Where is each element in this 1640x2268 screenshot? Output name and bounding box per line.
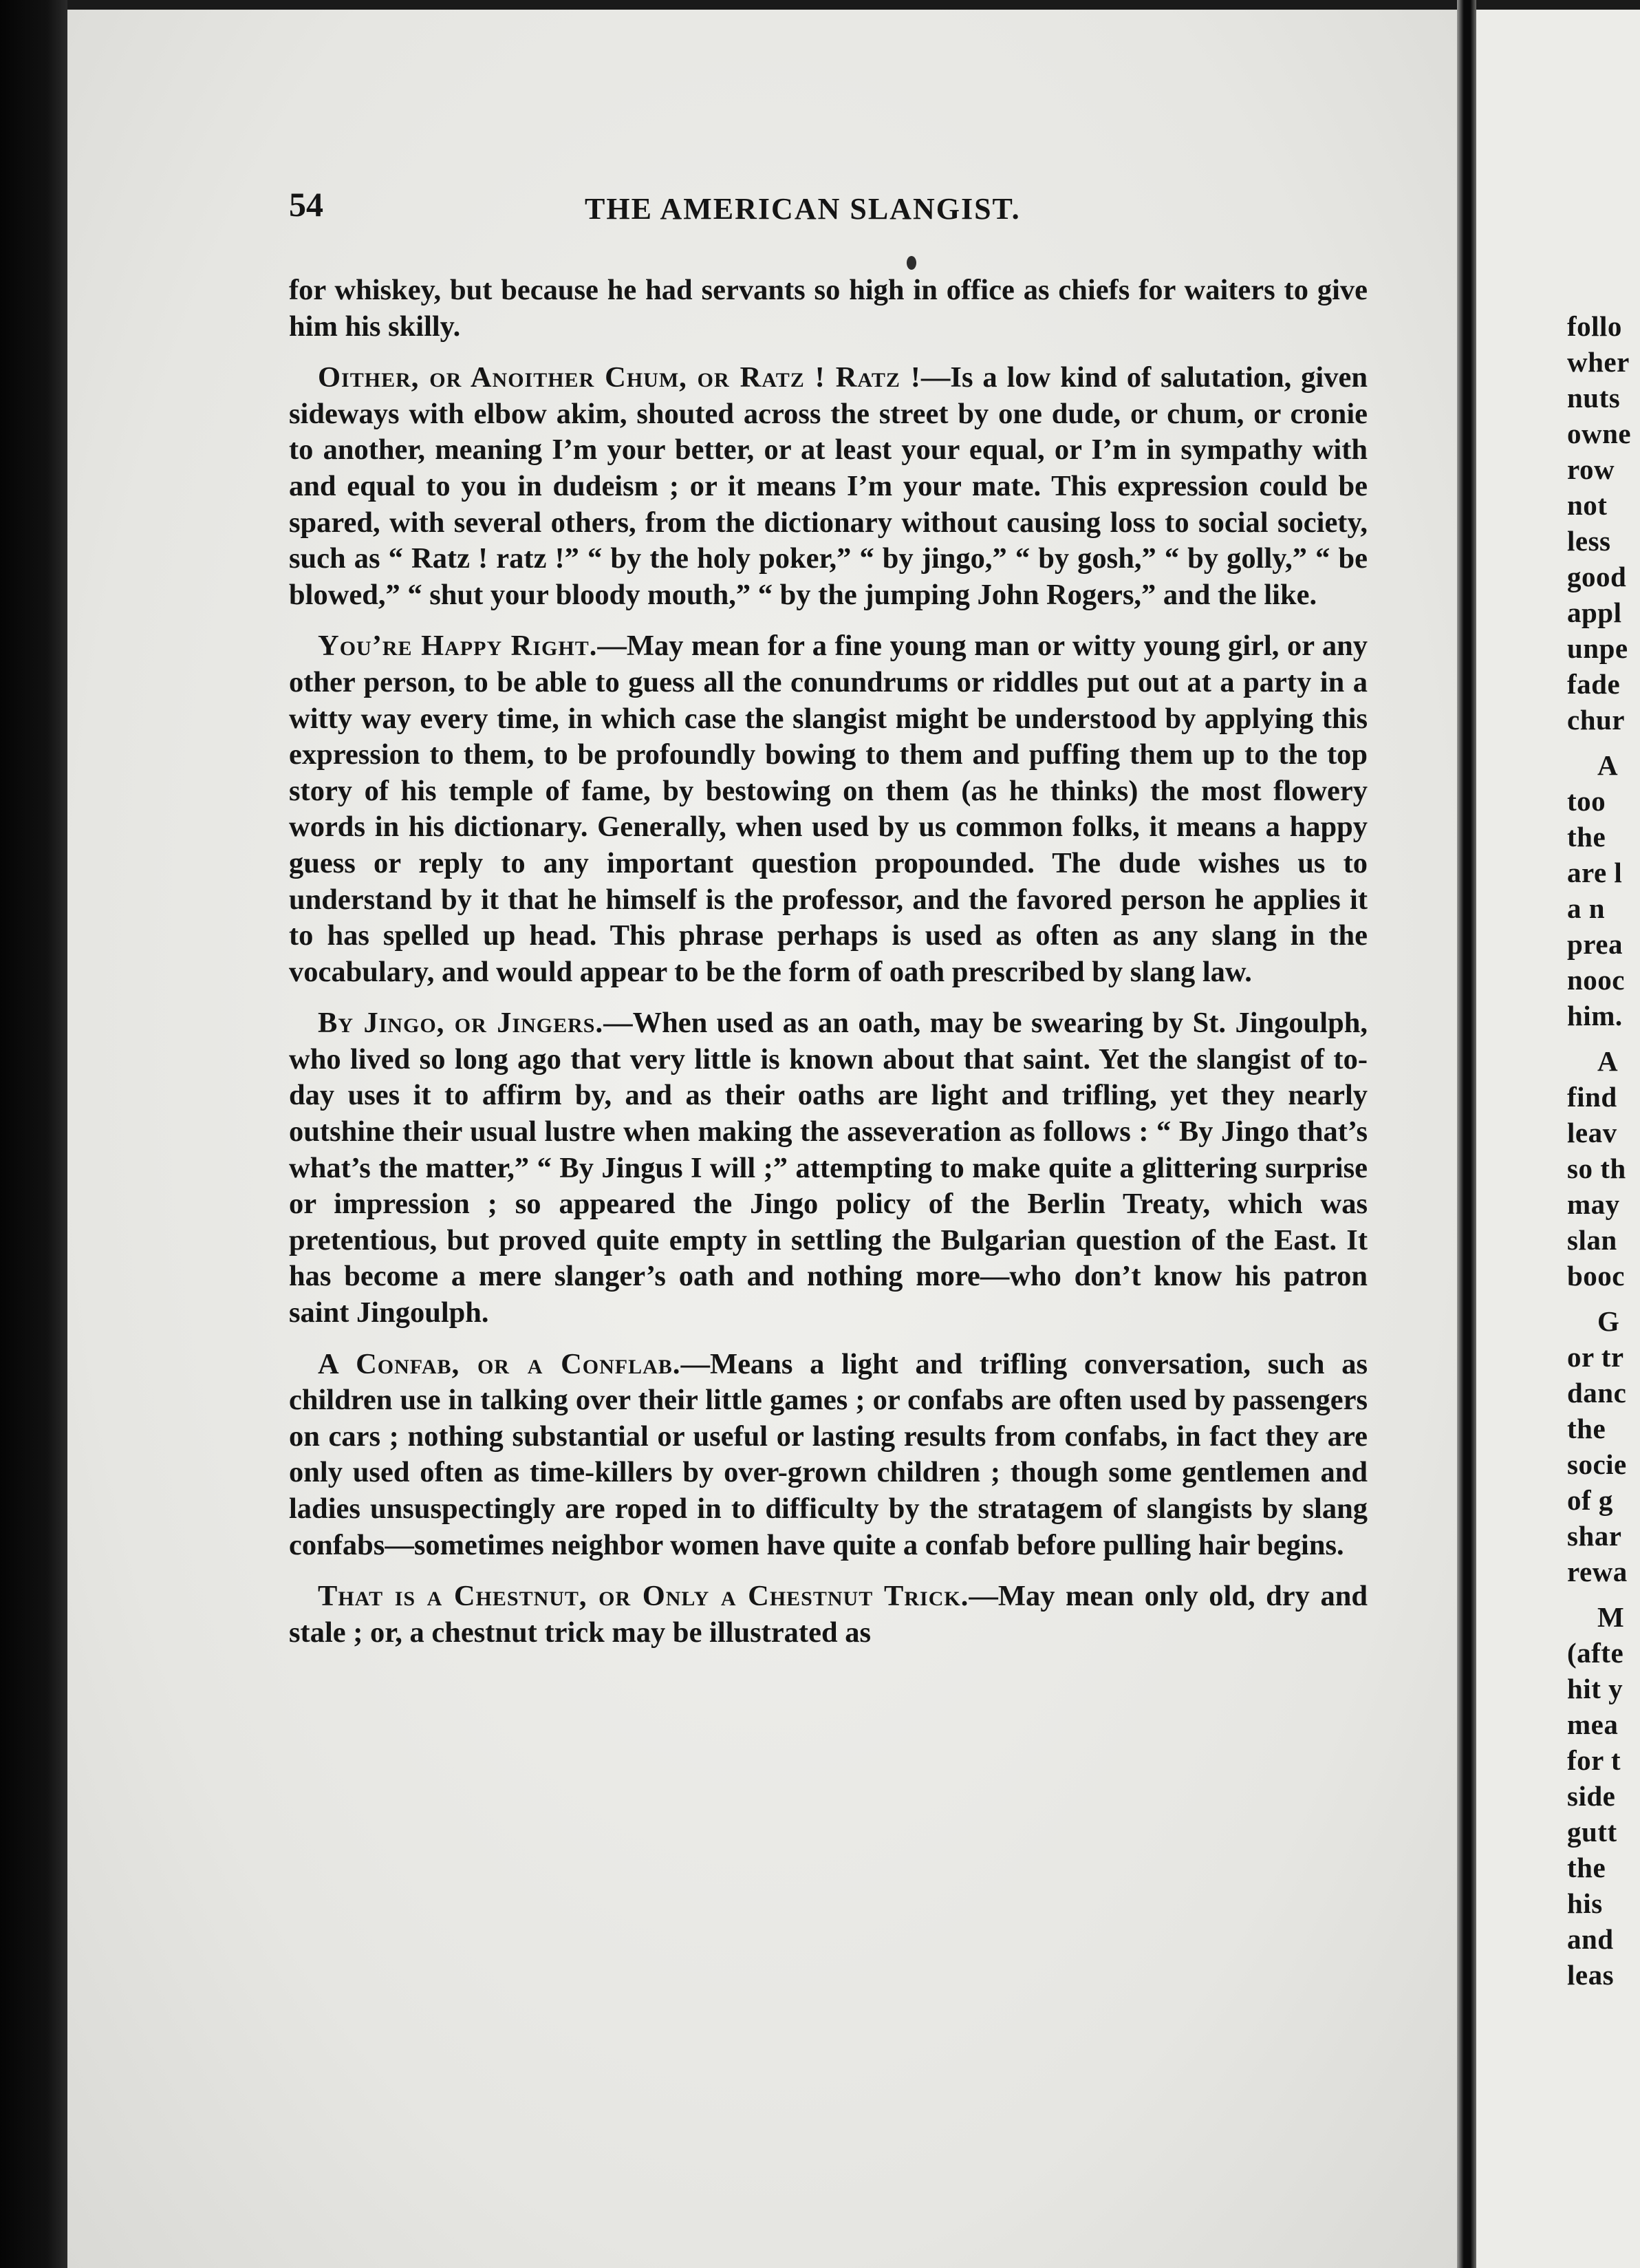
next-page-line-fragment: unpe [1567,632,1628,664]
next-page-line-fragment: for t [1567,1744,1621,1776]
next-page-line-fragment: side [1567,1780,1616,1812]
next-page-line-fragment: danc [1567,1377,1627,1409]
entry-body: —May mean for a fine young man or witty young girl, or any other person, to be able to guess all the conundrums or riddles put out at a party in a witty way every time, in which case the slangist might be understood by applying this expression to them, to be profoundly bowing to them and puffing them up to the top story of his temple of fame, by bestowing on them (as he thinks) the most flowery words in his dictionary. Generally, when used by us common folks, it means a happy guess or reply to any important question propounded. The dude wishes us to understand by it that he himself is the professor, and the favored person he applies it to has spelled up head. This phrase perhaps is used as often as any slang in the vocabulary, and would appear to be the form of oath prescribed by slang law. [289,630,1368,988]
next-page-line-fragment: M [1597,1601,1625,1633]
next-page-line-fragment: G [1597,1305,1620,1337]
next-page-line-fragment: the [1567,1852,1606,1883]
next-page-line-fragment: follo [1567,310,1622,342]
next-page-line-fragment: nuts [1567,382,1621,414]
next-page-line-fragment: slan [1567,1224,1617,1256]
next-page-line-fragment: of g [1567,1484,1613,1516]
next-page-line-fragment: the [1567,821,1606,853]
next-page-line-fragment: prea [1567,928,1623,960]
running-head: THE AMERICAN SLANGIST. [585,192,1021,226]
next-page-line-fragment: socie [1567,1448,1627,1480]
next-page-line-fragment: row [1567,453,1615,485]
entry-heading: A Confab, or a Conflab. [318,1347,681,1380]
next-page-line-fragment: mea [1567,1709,1619,1740]
next-page-line-fragment: the [1567,1413,1606,1444]
next-page-line-fragment: A [1597,749,1619,781]
next-page-line-fragment: him. [1567,1000,1623,1031]
next-page-line-fragment: wher [1567,346,1630,378]
next-page-line-fragment: gutt [1567,1816,1617,1848]
entry-confab [289,1347,1368,1564]
next-page-line-fragment: find [1567,1081,1617,1113]
next-page-line-fragment: so th [1567,1153,1626,1184]
next-page-line-fragment: A [1597,1045,1619,1077]
page-body [289,272,1368,1666]
paragraph-body: for whiskey, but because he had servants so high in office as chiefs for waiters to give him his skilly. [289,274,1368,343]
next-page-line-fragment: shar [1567,1520,1622,1552]
entry-heading: By Jingo, or Jingers. [318,1007,604,1040]
page-header [289,184,1362,233]
entry-heading: You’re Happy Right. [318,630,598,663]
ink-speck [907,256,916,270]
next-page-line-fragment: a n [1567,892,1606,924]
page-number: 54 [289,185,323,224]
next-page-line-fragment: his [1567,1887,1603,1919]
entry-body: —Means a light and trifling conversation, such as children use in talking over their little games ; or confabs are often used by passengers on cars ; nothing substantial or useful or lasting results from confabs, in fact they are only used often as time-killers by over-grown children ; though some gentlemen and ladies unsuspectingly are roped in to difficulty by the stratagem of slangists by slang confabs—sometimes neighbor women have quite a confab before pulling hair begins. [289,1347,1368,1561]
next-page-line-fragment: less [1567,525,1611,557]
next-page-line-fragment: good [1567,561,1627,592]
next-page-line-fragment: chur [1567,704,1625,736]
paragraph-continuation [289,272,1368,345]
entry-heading: That is a Chestnut, or Only a Chestnut Trick. [318,1580,969,1613]
next-page-edge [1476,10,1640,2268]
next-page-line-fragment: leav [1567,1117,1617,1148]
next-page-line-fragment: booc [1567,1260,1625,1292]
entry-youre-happy-right [289,628,1368,990]
next-page-line-fragment: leas [1567,1959,1615,1991]
next-page-line-fragment: not [1567,489,1608,521]
next-page-line-fragment: owne [1567,418,1632,449]
scan-border-left [0,0,67,2268]
entry-by-jingo [289,1005,1368,1331]
next-page-line-fragment: appl [1567,597,1622,628]
next-page-line-fragment: fade [1567,668,1621,700]
next-page-line-fragment: or tr [1567,1341,1624,1373]
entry-body: —When used as an oath, may be swearing by St. Jingoulph, who lived so long ago that very little is known about that saint. Yet the slangist of to-day uses it to affirm by, and as their oaths are light and trifling, yet they nearly outshine their usual lustre when making the asseveration as follows : “ By Jingo that’s what’s the matter,” “ By Jingus I will ;” attempting to make quite a glittering surprise or impression ; so appeared the Jingo policy of the Berlin Treaty, which was pretentious, but proved quite empty in settling the Bulgarian question of the East. It has become a mere slanger’s oath and nothing more—who don’t know his patron saint Jingoulph. [289,1007,1368,1329]
entry-heading: Oither, or Anoither Chum, or Ratz ! Ratz ! [318,361,921,394]
entry-chestnut [289,1579,1368,1651]
next-page-line-fragment: (afte [1567,1637,1624,1669]
page-gutter [1457,0,1476,2268]
next-page-line-fragment: too [1567,785,1606,817]
entry-oither-chum [289,360,1368,613]
next-page-line-fragment: and [1567,1923,1614,1955]
next-page-line-fragment: are l [1567,857,1623,888]
entry-body: —May mean only old, dry and stale ; or, a chestnut trick may be illustrated as [289,1580,1368,1649]
next-page-line-fragment: hit y [1567,1673,1623,1704]
entry-body: —Is a low kind of salutation, given sideways with elbow akim, shouted across the street by one dude, or chum, or cronie to another, meaning I’m your better, or at least your equal, or I’m in sympathy with and equal to you in dudeism ; or it means I’m your mate. This expression could be spared, with several others, from the dictionary without causing loss to social society, such as “ Ratz ! ratz !” “ by the holy poker,” “ by jingo,” “ by gosh,” “ by golly,” “ be blowed,” “ shut your bloody mouth,” “ by the jumping John Rogers,” and the like. [289,361,1368,611]
next-page-line-fragment: nooc [1567,964,1625,996]
scan-border-top [0,0,1640,10]
next-page-line-fragment: rewa [1567,1556,1628,1587]
next-page-line-fragment: may [1567,1188,1620,1220]
